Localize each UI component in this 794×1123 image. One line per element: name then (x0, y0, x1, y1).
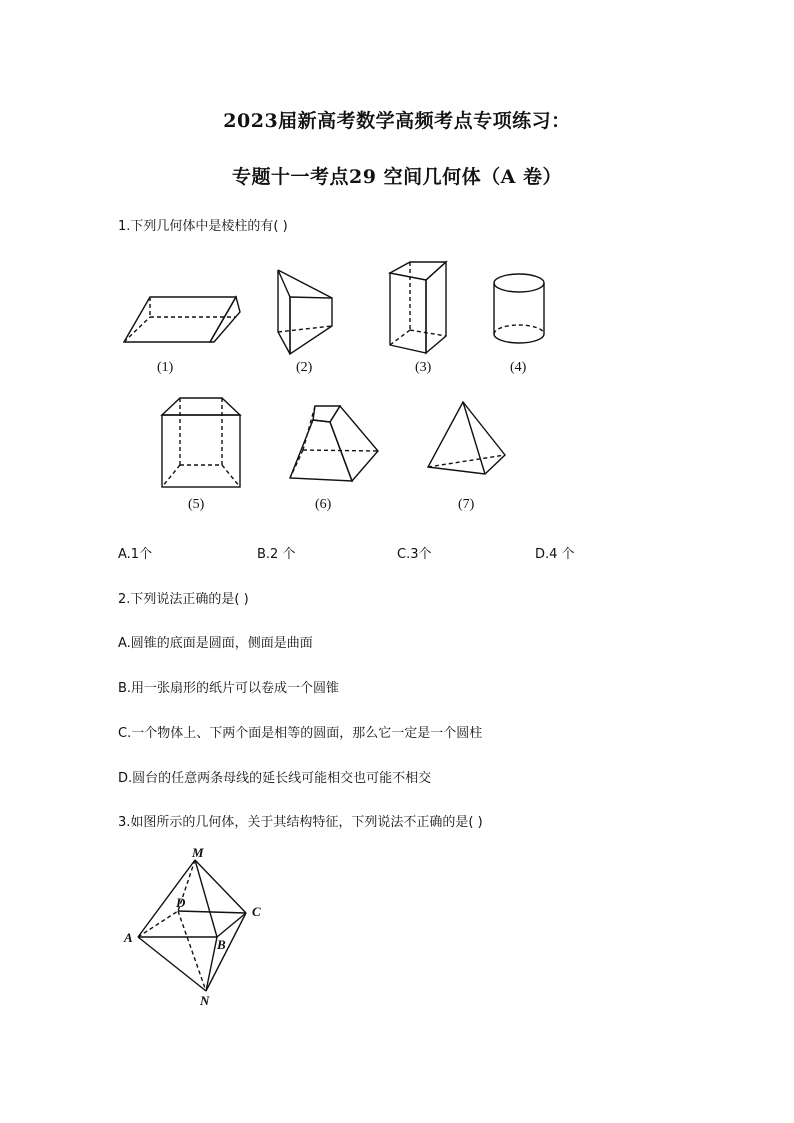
point-label-c: C (252, 904, 261, 919)
q2-option-b[interactable]: B.用一张扇形的纸片可以卷成一个圆锥 (118, 681, 340, 696)
figure-4-cylinder (494, 274, 544, 343)
q2-option-c[interactable]: C.一个物体上、下两个面是相等的圆面，那么它一定是一个圆柱 (118, 726, 483, 741)
q1-figures (0, 250, 794, 570)
q2-option-d[interactable]: D.圆台的任意两条母线的延长线可能相交也可能不相交 (118, 771, 432, 786)
point-label-n: N (200, 993, 210, 1008)
point-label-a: A (124, 930, 133, 945)
figure-2-solid (278, 270, 332, 354)
figure-label-3: (3) (415, 360, 432, 375)
figure-7-tetrahedron (428, 402, 505, 474)
figure-5-solid (162, 398, 240, 487)
q3-stem: 3.如图所示的几何体，关于其结构特征，下列说法不正确的是( ) (118, 815, 483, 830)
title-line-1: 2023届新高考数学高频考点专项练习： (223, 110, 571, 132)
figure-label-7: (7) (458, 497, 475, 512)
q2-option-a[interactable]: A.圆锥的底面是圆面，侧面是曲面 (118, 636, 313, 651)
point-label-b: B (217, 937, 226, 952)
q1-option-a[interactable]: A.1个 (118, 547, 153, 562)
figure-label-6: (6) (315, 497, 332, 512)
figure-label-1: (1) (157, 360, 174, 375)
figure-3-box (390, 262, 446, 353)
q1-option-d[interactable]: D.4 个 (535, 547, 575, 562)
figure-label-4: (4) (510, 360, 527, 375)
q1-option-c[interactable]: C.3个 (397, 547, 432, 562)
figure-label-2: (2) (296, 360, 313, 375)
point-label-m: M (192, 845, 204, 860)
figure-6-frustum (290, 406, 378, 481)
q1-stem: 1.下列几何体中是棱柱的有( ) (118, 219, 288, 234)
q3-octahedron-figure (110, 845, 310, 1015)
q2-stem: 2.下列说法正确的是( ) (118, 592, 249, 607)
title-line-2: 专题十一考点29 空间几何体（A 卷） (232, 166, 562, 188)
q1-option-b[interactable]: B.2 个 (257, 547, 296, 562)
figure-label-5: (5) (188, 497, 205, 512)
figure-1-prism-solid (124, 270, 240, 342)
point-label-d: D (176, 895, 186, 910)
